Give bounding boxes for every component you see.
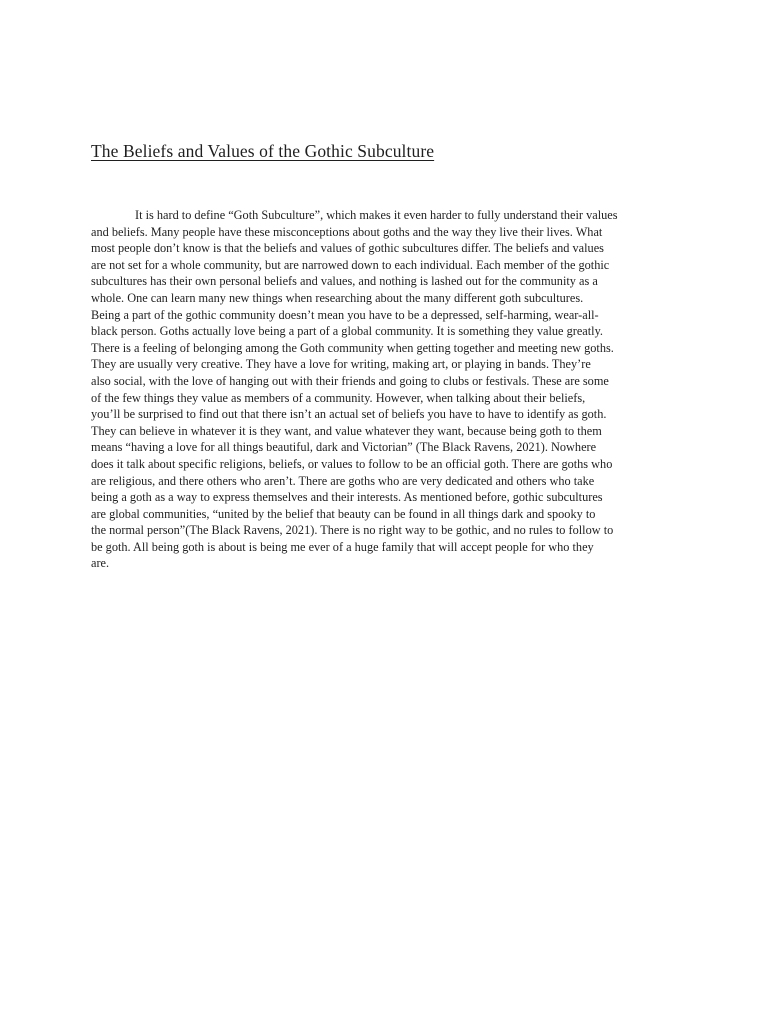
body-line: being a goth as a way to express themselves and their interests. As mentioned before, gothic subcultures	[91, 490, 603, 505]
body-line: They can believe in whatever it is they want, and value whatever they want, because being goth to them	[91, 423, 602, 438]
body-line: also social, with the love of hanging out with their friends and going to clubs or festivals. These are some	[91, 373, 609, 388]
body-line: There is a feeling of belonging among the Goth community when getting together and meeting new goths.	[91, 340, 614, 355]
body-line: of the few things they value as members of a community. However, when talking about their beliefs,	[91, 390, 586, 405]
body-line: are not set for a whole community, but are narrowed down to each individual. Each member of the gothic	[91, 257, 610, 272]
document-body	[91, 207, 691, 572]
body-line: whole. One can learn many new things when researching about the many different goth subcultures.	[91, 290, 584, 305]
body-line: most people don’t know is that the beliefs and values of gothic subcultures differ. The beliefs and values	[91, 241, 604, 256]
body-line: does it talk about specific religions, beliefs, or values to follow to be an official goth. There are goths who	[91, 456, 613, 471]
body-line: the normal person”(The Black Ravens, 2021). There is no right way to be gothic, and no rules to follow to	[91, 523, 614, 538]
body-line: means “having a love for all things beautiful, dark and Victorian” (The Black Ravens, 2021). Nowhere	[91, 440, 597, 455]
body-line: be goth. All being goth is about is being me ever of a huge family that will accept people for who they	[91, 539, 594, 554]
body-line: It is hard to define “Goth Subculture”, which makes it even harder to fully understand their values	[135, 208, 618, 222]
body-line: They are usually very creative. They have a love for writing, making art, or playing in bands. They’re	[91, 357, 591, 372]
body-line: are global communities, “united by the belief that beauty can be found in all things dark and spooky to	[91, 506, 596, 521]
document-title: The Beliefs and Values of the Gothic Subculture	[91, 141, 435, 161]
body-line: you’ll be surprised to find out that there isn’t an actual set of beliefs you have to have to identify as goth.	[91, 407, 607, 422]
body-line: are religious, and there others who aren’t. There are goths who are very dedicated and others who take	[91, 473, 595, 488]
body-line: Being a part of the gothic community doesn’t mean you have to be a depressed, self-harming, wear-all-	[91, 307, 599, 322]
body-line: are.	[91, 556, 110, 571]
body-line: subcultures has their own personal beliefs and values, and nothing is lashed out for the community as a	[91, 274, 598, 289]
body-line: and beliefs. Many people have these misconceptions about goths and the way they live their lives. What	[91, 224, 603, 239]
body-line: black person. Goths actually love being a part of a global community. It is something they value greatly.	[91, 324, 604, 339]
